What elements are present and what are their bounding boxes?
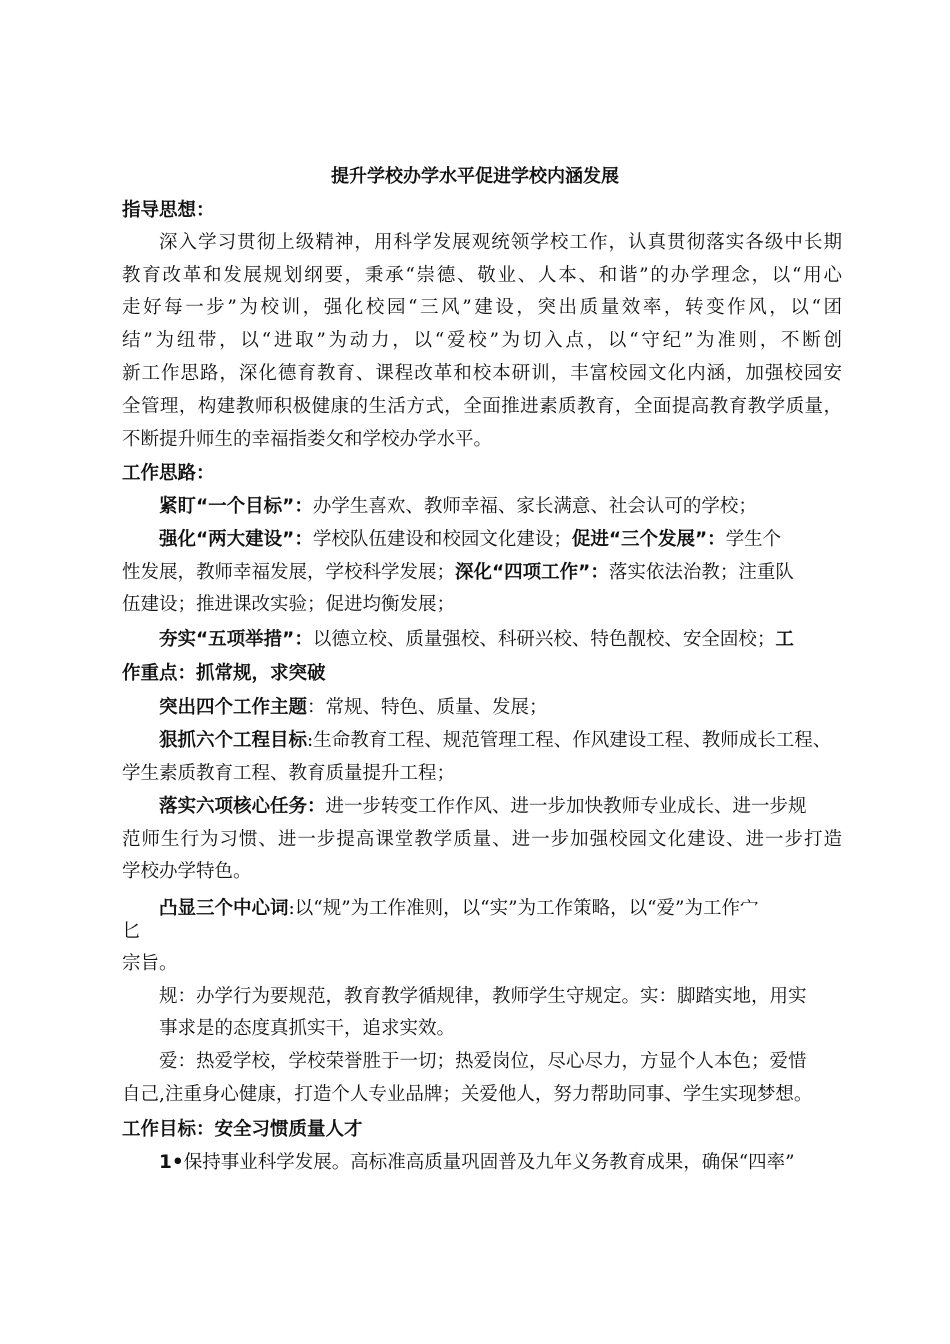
ideas-two-three-line <box>159 526 781 554</box>
themes-text: ：常规、特色、质量、发展； <box>307 697 548 718</box>
ideas-four-label: 深化“四项工作”： <box>455 562 609 583</box>
document-title: 提升学校办学水平促进学校内涵发展 <box>331 166 619 187</box>
projects-text-cont: 学生素质教育工程、教育质量提升工程； <box>122 763 456 784</box>
ideas-goal-line <box>159 493 757 521</box>
themes-label: 突出四个工作主题 <box>159 697 308 718</box>
guiding-line: 走好每一步”为校训，强化校园“三风”建设，突出质量效率，转变作风，以“团 <box>122 297 842 318</box>
guiding-line: 教育改革和发展规划纲要，秉承“崇德、敬业、人本、和谐”的办学理念，以“用心 <box>122 265 842 286</box>
guiding-heading: 指导思想： <box>122 200 215 221</box>
words-text-end: 宗旨。 <box>122 953 178 974</box>
gui-line-cont: 事求是的态度真抓实干，追求实效。 <box>159 1018 456 1039</box>
guiding-line: 全管理，构建教师积极健康的生活方式，全面推进素质教育，全面提高教育教学质量， <box>122 396 842 417</box>
ideas-five-line <box>159 626 794 654</box>
ideas-two-text: 学校队伍建设和校园文化建设； <box>312 529 572 550</box>
tasks-text-cont: 范师生行为习惯、进一步提高课堂教学质量、进一步加强校园文化建设、进一步打造 <box>122 829 842 850</box>
gui-line: 规：办学行为要规范，教育教学循规律，教师学生守规定。实：脚踏实地，用实 <box>159 986 807 1007</box>
key-points-heading: 作重点：抓常规，求突破 <box>122 663 326 684</box>
projects-line <box>159 727 831 755</box>
ideas-three-label: 促进“三个发展”： <box>571 529 726 550</box>
ideas-three-text: 学生个 <box>725 529 782 550</box>
words-label: 凸显三个中心词 <box>159 898 289 919</box>
ai-line-cont: 自己,注重身心健康，打造个人专业品牌；关爱他人，努力帮助同事、学生实现梦想。 <box>122 1084 813 1105</box>
key-points-label-start: 工 <box>775 629 794 650</box>
ideas-four-cont-line: 伍建设；推进课改实验；促进均衡发展； <box>122 594 456 615</box>
ideas-goal-text: 办学生喜欢、教师幸福、家长满意、社会认可的学校； <box>312 496 757 517</box>
guiding-line: 深入学习贯彻上级精神，用科学发展观统领学校工作，认真贯彻落实各级中长期 <box>159 232 842 253</box>
ideas-five-label: 夯实“五项举措”： <box>159 629 313 650</box>
goals-item-1-text: 保持事业科学发展。高标准高质量巩固普及九年义务教育成果，确保“四率” <box>183 1152 795 1173</box>
words-text: :以“规”为工作准则，以“实”为工作策略，以“爱”为工作宀 <box>288 898 759 919</box>
tasks-text: 进一步转变工作作风、进一步加快教师专业成长、进一步规 <box>325 796 807 817</box>
ideas-two-label: 强化“两大建设”： <box>159 529 313 550</box>
guiding-line: 新工作思路，深化德育教育、课程改革和校本研训，丰富校园文化内涵，加强校园安 <box>122 363 842 384</box>
goals-heading: 工作目标：安全习惯质量人才 <box>122 1119 363 1140</box>
tasks-text-end: 学校办学特色。 <box>122 861 252 882</box>
ideas-heading: 工作思路： <box>122 463 215 484</box>
tasks-line <box>159 793 807 821</box>
projects-label: 狠抓六个工程目标 <box>159 730 308 751</box>
tasks-label: 落实六项核心任务： <box>159 796 326 817</box>
ideas-three-four-line <box>122 559 794 587</box>
projects-text: :生命教育工程、规范管理工程、作风建设工程、教师成长工程、 <box>307 730 832 751</box>
ideas-five-text: 以德立校、质量强校、科研兴校、特色靓校、安全固校； <box>312 629 776 650</box>
words-line <box>159 895 759 923</box>
themes-line <box>159 694 548 722</box>
goals-item-1-number: 1• <box>159 1152 184 1173</box>
ai-line: 爱：热爱学校，学校荣誉胜于一切；热爱岗位，尽心尽力，方显个人本色；爱惜 <box>159 1051 807 1072</box>
guiding-line: 不断提升师生的幸福指娄攵和学校办学水平。 <box>122 429 493 450</box>
words-text-fragment: 匕 <box>122 921 141 942</box>
ideas-goal-label: 紧盯“一个目标”： <box>159 496 313 517</box>
ideas-three-text-cont: 性发展，教师幸福发展，学校科学发展； <box>122 562 456 583</box>
goals-item-1 <box>159 1149 795 1177</box>
ideas-four-text: 落实依法治教；注重队 <box>608 562 794 583</box>
guiding-line: 结”为纽带，以“进取”为动力，以“爱校”为切入点，以“守纪”为准则，不断创 <box>122 330 842 351</box>
